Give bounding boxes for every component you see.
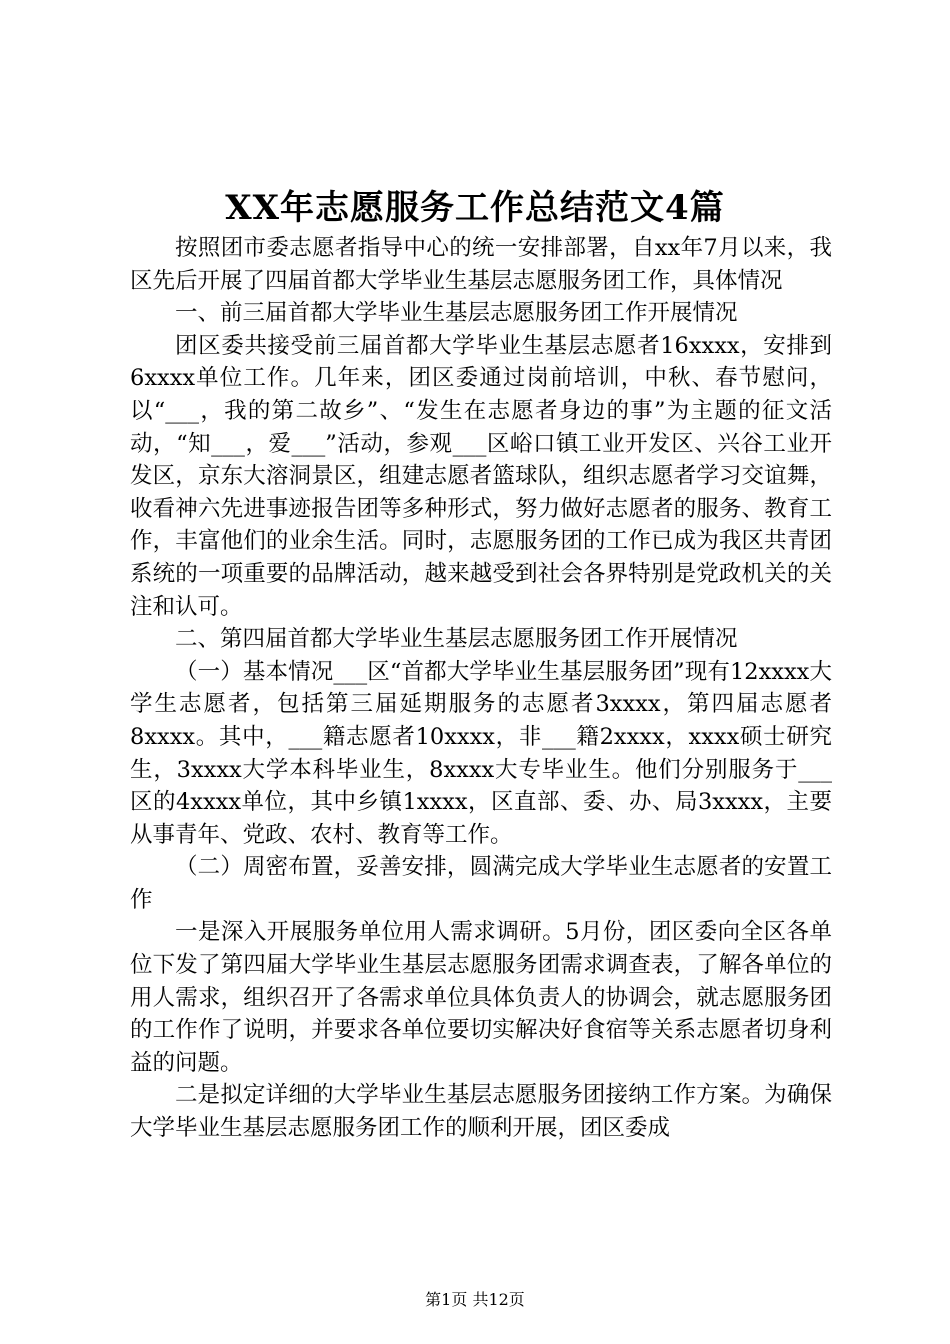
paragraph: 按照团市委志愿者指导中心的统一安排部署，自xx年7月以来，我区先后开展了四届首都大学毕业生基层志愿服务团工作，具体情况 xyxy=(130,235,832,294)
subsection-heading: （二）周密布置，妥善安排，圆满完成大学毕业生志愿者的安置工作 xyxy=(130,854,832,913)
document-title: XX年志愿服务工作总结范文4篇 xyxy=(225,188,725,228)
section-heading: 一、前三届首都大学毕业生基层志愿服务团工作开展情况 xyxy=(175,300,738,327)
page-footer: 第1页 共12页 xyxy=(425,1290,525,1309)
paragraph: （一）基本情况___区“首都大学毕业生基层服务团”现有12xxxx大学生志愿者，包括第三届延期服务的志愿者3xxxx，第四届志愿者8xxxx。其中，___籍志愿者10xxxx，非___籍2xxxx，xxxx硕士研究生，3xxxx大学本科毕业生，8xxxx大专毕业生。他们分别服务于___区的4xxxx单位，其中乡镇1xxxx，区直部、委、办、局3xxxx，主要从事青年、党政、农村、教育等工作。 xyxy=(130,658,832,848)
paragraph: 二是拟定详细的大学毕业生基层志愿服务团接纳工作方案。为确保大学毕业生基层志愿服务团工作的顺利开展，团区委成 xyxy=(130,1082,832,1142)
section-heading: 二、第四届首都大学毕业生基层志愿服务团工作开展情况 xyxy=(175,626,738,653)
paragraph: 团区委共接受前三届首都大学毕业生基层志愿者16xxxx，安排到6xxxx单位工作。几年来，团区委通过岗前培训，中秋、春节慰问，以“___，我的第二故乡”、“发生在志愿者身边的事”为主题的征文活动，“知___，爱___”活动，参观___区峪口镇工业开发区、兴谷工业开发区，京东大溶洞景区，组建志愿者篮球队，组织志愿者学习交谊舞，收看神六先进事迹报告团等多种形式，努力做好志愿者的服务、教育工作，丰富他们的业余生活。同时，志愿服务团的工作已成为我区共青团系统的一项重要的品牌活动，越来越受到社会各界特别是党政机关的关注和认可。 xyxy=(130,332,832,620)
document-body xyxy=(130,232,832,1145)
paragraph: 一是深入开展服务单位用人需求调研。5月份，团区委向全区各单位下发了第四届大学毕业生基层志愿服务团需求调查表，了解各单位的用人需求，组织召开了各需求单位具体负责人的协调会，就志愿服务团的工作作了说明，并要求各单位要切实解决好食宿等关系志愿者切身利益的问题。 xyxy=(130,919,832,1076)
